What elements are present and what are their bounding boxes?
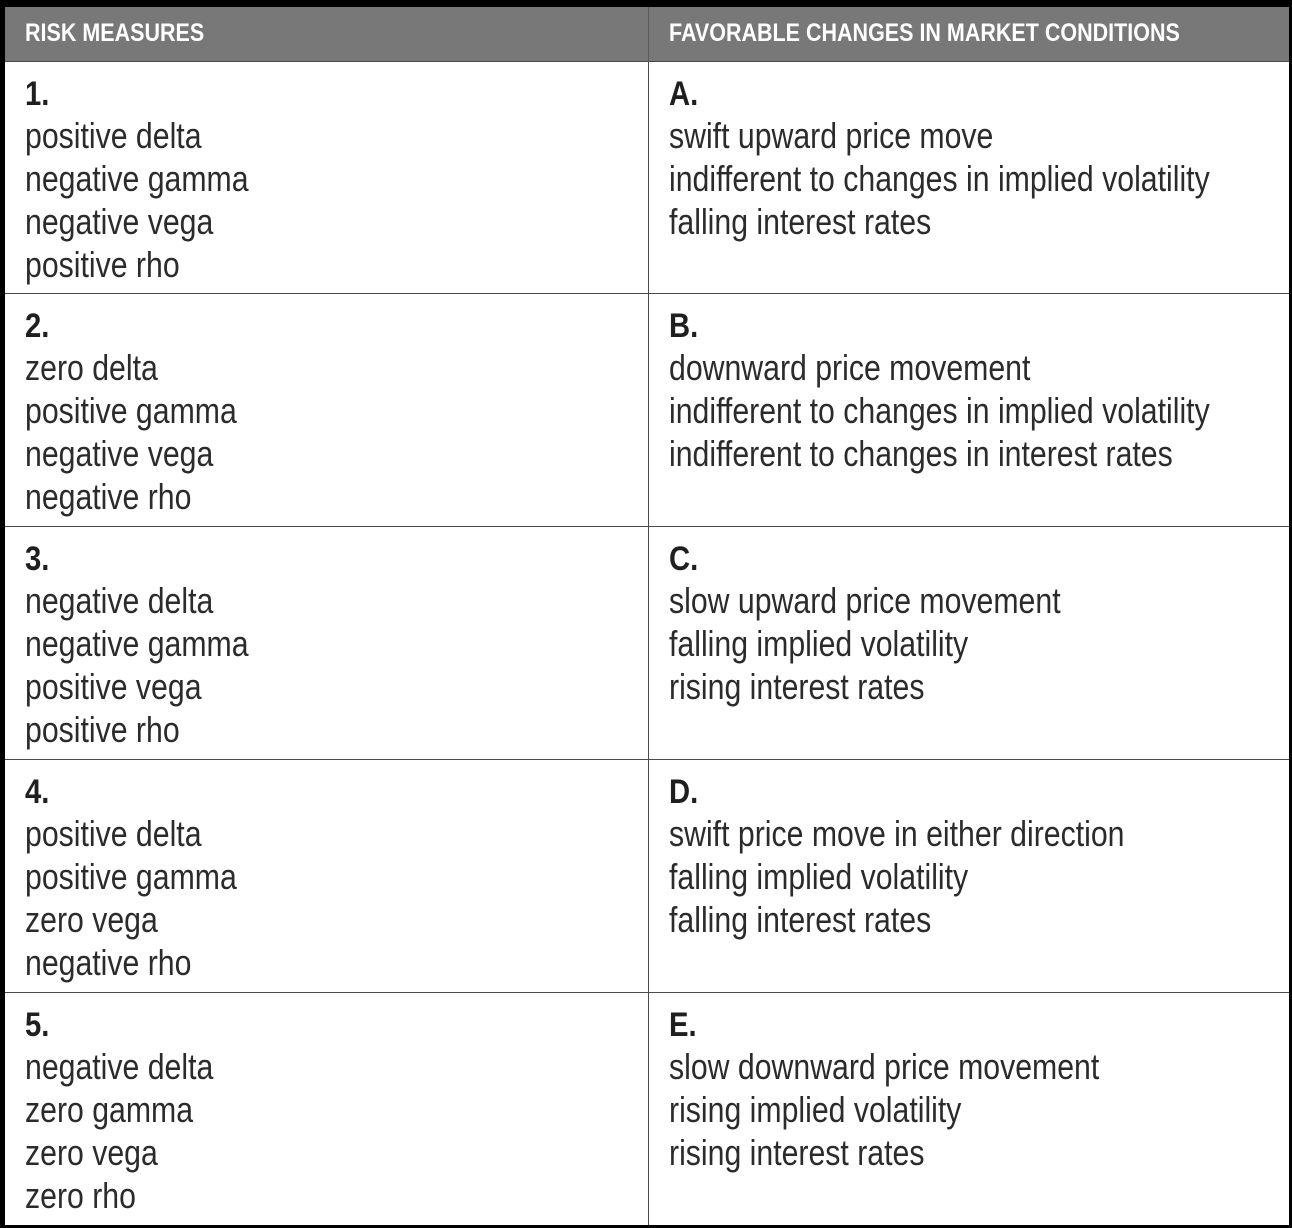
risk-measure-line: negative delta: [25, 580, 214, 622]
risk-measure-line: zero vega: [25, 1131, 158, 1173]
row-number: 5.: [25, 1005, 50, 1044]
risk-measure-line: positive delta: [25, 114, 202, 156]
risk-measures-table: [5, 7, 1289, 1225]
risk-measure-line: zero vega: [25, 898, 158, 940]
market-condition-line: swift price move in either direction: [668, 812, 1124, 854]
risk-measure-line: positive rho: [25, 243, 180, 285]
market-conditions-cell: [648, 759, 1289, 992]
market-condition-line: indifferent to changes in implied volatility: [668, 390, 1210, 432]
risk-measure-line: positive gamma: [25, 390, 237, 432]
header-favorable-changes: [648, 7, 1289, 61]
table-row: [5, 992, 1289, 1225]
risk-measures-cell: [5, 294, 648, 527]
row-letter: E.: [668, 1005, 697, 1044]
risk-measure-line: negative gamma: [25, 623, 249, 665]
market-condition-line: rising interest rates: [668, 666, 924, 708]
market-condition-line: rising implied volatility: [668, 1088, 961, 1130]
risk-measure-line: positive rho: [25, 709, 180, 751]
market-conditions-cell: [648, 992, 1289, 1225]
market-condition-line: downward price movement: [668, 347, 1030, 389]
risk-measure-line: negative rho: [25, 941, 192, 983]
table-row: [5, 61, 1289, 294]
row-letter: A.: [668, 74, 698, 113]
market-conditions-cell: [648, 294, 1289, 527]
row-letter: B.: [668, 307, 698, 346]
market-condition-line: falling interest rates: [668, 200, 931, 242]
market-condition-line: indifferent to changes in implied volatility: [668, 157, 1210, 199]
market-conditions-cell: [648, 61, 1289, 294]
row-number: 1.: [25, 74, 50, 113]
header-label: RISK MEASURES: [25, 19, 205, 48]
risk-measures-cell: [5, 992, 648, 1225]
risk-measure-line: negative vega: [25, 433, 214, 475]
market-condition-line: falling implied volatility: [668, 855, 968, 897]
row-letter: D.: [668, 772, 698, 811]
risk-measure-line: negative gamma: [25, 157, 249, 199]
risk-measure-line: negative rho: [25, 476, 192, 518]
risk-measure-line: positive gamma: [25, 855, 237, 897]
risk-measures-cell: [5, 61, 648, 294]
row-number: 2.: [25, 307, 50, 346]
table-row: [5, 294, 1289, 527]
market-condition-line: swift upward price move: [668, 114, 993, 156]
market-condition-line: slow downward price movement: [668, 1045, 1099, 1087]
table-row: [5, 759, 1289, 992]
row-number: 3.: [25, 540, 50, 579]
header-risk-measures: [5, 7, 648, 61]
market-condition-line: indifferent to changes in interest rates: [668, 433, 1173, 475]
risk-measure-line: positive vega: [25, 666, 202, 708]
row-letter: C.: [668, 540, 698, 579]
market-condition-line: falling interest rates: [668, 898, 931, 940]
risk-measure-line: zero rho: [25, 1174, 136, 1216]
market-condition-line: falling implied volatility: [668, 623, 968, 665]
market-condition-line: slow upward price movement: [668, 580, 1061, 622]
risk-measure-line: zero gamma: [25, 1088, 194, 1130]
header-label: FAVORABLE CHANGES IN MARKET CONDITIONS: [668, 19, 1180, 48]
risk-measure-line: negative delta: [25, 1045, 214, 1087]
table-row: [5, 527, 1289, 760]
market-condition-line: rising interest rates: [668, 1131, 924, 1173]
row-number: 4.: [25, 772, 50, 811]
risk-measures-cell: [5, 759, 648, 992]
risk-measure-line: positive delta: [25, 812, 202, 854]
risk-measures-cell: [5, 527, 648, 760]
risk-measure-line: zero delta: [25, 347, 158, 389]
table-frame: [5, 7, 1289, 1225]
market-conditions-cell: [648, 527, 1289, 760]
risk-measure-line: negative vega: [25, 200, 214, 242]
header-row: [5, 7, 1289, 61]
